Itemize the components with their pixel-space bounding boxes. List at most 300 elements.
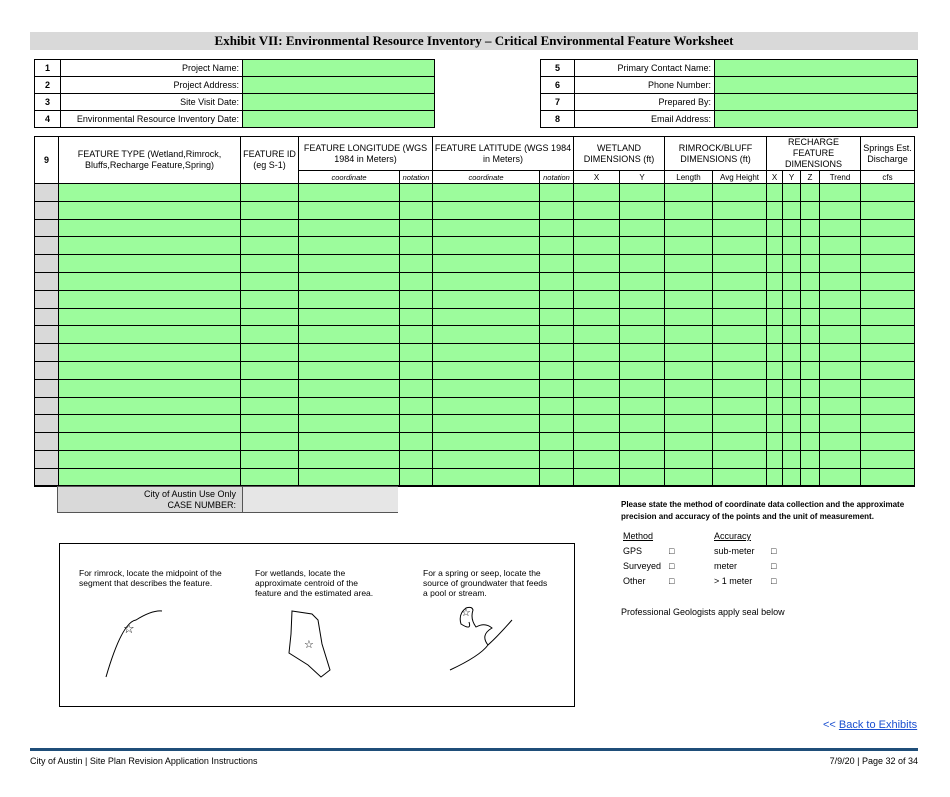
feature-entry-cell[interactable] — [241, 468, 299, 486]
feature-entry-cell[interactable] — [861, 201, 915, 219]
feature-entry-cell[interactable] — [820, 272, 861, 290]
feature-entry-cell[interactable] — [299, 433, 400, 451]
feature-entry-cell[interactable] — [620, 397, 665, 415]
feature-entry-cell[interactable] — [665, 290, 713, 308]
feature-entry-cell[interactable] — [540, 272, 574, 290]
feature-entry-cell[interactable] — [241, 237, 299, 255]
feature-entry-cell[interactable] — [540, 379, 574, 397]
feature-entry-cell[interactable] — [241, 219, 299, 237]
feature-entry-cell[interactable] — [767, 184, 783, 202]
feature-entry-cell[interactable] — [665, 255, 713, 273]
feature-entry-cell[interactable] — [801, 184, 820, 202]
feature-entry-cell[interactable] — [620, 272, 665, 290]
feature-entry-cell[interactable] — [767, 468, 783, 486]
feature-entry-cell[interactable] — [783, 201, 801, 219]
feature-entry-cell[interactable] — [400, 219, 433, 237]
footer-rule — [30, 748, 918, 751]
feature-entry-cell[interactable] — [820, 219, 861, 237]
feature-entry-cell[interactable] — [400, 397, 433, 415]
feature-entry-cell[interactable] — [861, 468, 915, 486]
feature-entry-cell[interactable] — [540, 290, 574, 308]
feature-entry-cell[interactable] — [299, 379, 400, 397]
feature-entry-cell[interactable] — [433, 468, 540, 486]
feature-entry-cell[interactable] — [299, 201, 400, 219]
feature-entry-cell[interactable] — [820, 397, 861, 415]
feature-entry-cell[interactable] — [59, 272, 241, 290]
feature-entry-cell[interactable] — [783, 433, 801, 451]
feature-entry-cell[interactable] — [801, 237, 820, 255]
feature-entry-cell[interactable] — [299, 255, 400, 273]
feature-entry-cell[interactable] — [861, 308, 915, 326]
feature-entry-cell[interactable] — [540, 201, 574, 219]
feature-entry-cell[interactable] — [767, 433, 783, 451]
site-visit-date-field[interactable] — [243, 94, 435, 111]
feature-entry-cell[interactable] — [540, 433, 574, 451]
feature-entry-cell[interactable] — [433, 237, 540, 255]
feature-entry-cell[interactable] — [59, 184, 241, 202]
feature-entry-cell[interactable] — [574, 184, 620, 202]
feature-entry-cell[interactable] — [665, 468, 713, 486]
feature-entry-cell[interactable] — [241, 397, 299, 415]
feature-entry-cell[interactable] — [299, 219, 400, 237]
feature-entry-cell[interactable] — [665, 415, 713, 433]
feature-entry-cell[interactable] — [665, 433, 713, 451]
feature-entry-cell[interactable] — [433, 326, 540, 344]
feature-entry-cell[interactable] — [540, 344, 574, 362]
row-number-cell — [35, 308, 59, 326]
feature-entry-cell[interactable] — [713, 219, 767, 237]
feature-entry-cell[interactable] — [400, 433, 433, 451]
feature-entry-cell[interactable] — [767, 255, 783, 273]
feature-entry-cell[interactable] — [400, 344, 433, 362]
feature-entry-cell[interactable] — [241, 361, 299, 379]
feature-entry-cell[interactable] — [783, 290, 801, 308]
feature-entry-cell[interactable] — [540, 255, 574, 273]
feature-row — [35, 468, 915, 486]
feature-entry-cell[interactable] — [620, 450, 665, 468]
feature-entry-cell[interactable] — [783, 326, 801, 344]
feature-entry-cell[interactable] — [801, 255, 820, 273]
feature-entry-cell[interactable] — [801, 433, 820, 451]
method-other-checkbox[interactable]: □ — [669, 576, 675, 586]
feature-entry-cell[interactable] — [783, 308, 801, 326]
feature-entry-cell[interactable] — [433, 450, 540, 468]
feature-entry-cell[interactable] — [820, 361, 861, 379]
feature-entry-cell[interactable] — [620, 201, 665, 219]
feature-entry-cell[interactable] — [540, 308, 574, 326]
project-name-field[interactable] — [243, 60, 435, 77]
spring-caption: For a spring or seep, locate the source of groundwater that feeds a pool or stream. — [423, 568, 548, 598]
feature-entry-cell[interactable] — [620, 237, 665, 255]
feature-entry-cell[interactable] — [433, 433, 540, 451]
feature-entry-cell[interactable] — [59, 201, 241, 219]
feature-entry-cell[interactable] — [540, 415, 574, 433]
feature-entry-cell[interactable] — [241, 326, 299, 344]
feature-entry-cell[interactable] — [861, 397, 915, 415]
feature-entry-cell[interactable] — [713, 290, 767, 308]
feature-entry-cell[interactable] — [299, 290, 400, 308]
feature-entry-cell[interactable] — [433, 184, 540, 202]
feature-entry-cell[interactable] — [861, 272, 915, 290]
feature-entry-cell[interactable] — [574, 219, 620, 237]
feature-entry-cell[interactable] — [574, 255, 620, 273]
feature-entry-cell[interactable] — [801, 308, 820, 326]
feature-entry-cell[interactable] — [665, 272, 713, 290]
feature-entry-cell[interactable] — [574, 433, 620, 451]
feature-entry-cell[interactable] — [59, 219, 241, 237]
feature-entry-cell[interactable] — [861, 290, 915, 308]
feature-entry-cell[interactable] — [861, 450, 915, 468]
feature-entry-cell[interactable] — [241, 450, 299, 468]
feature-entry-cell[interactable] — [783, 237, 801, 255]
feature-entry-cell[interactable] — [299, 397, 400, 415]
feature-entry-cell[interactable] — [783, 397, 801, 415]
feature-entry-cell[interactable] — [801, 379, 820, 397]
feature-entry-cell[interactable] — [665, 201, 713, 219]
feature-entry-cell[interactable] — [540, 326, 574, 344]
feature-entry-cell[interactable] — [861, 344, 915, 362]
feature-entry-cell[interactable] — [801, 344, 820, 362]
feature-entry-cell[interactable] — [801, 201, 820, 219]
accuracy-submeter-checkbox[interactable]: □ — [771, 546, 777, 556]
spring-sketch — [450, 606, 512, 670]
feature-entry-cell[interactable] — [400, 361, 433, 379]
feature-entry-cell[interactable] — [299, 415, 400, 433]
project-address-field[interactable] — [243, 77, 435, 94]
feature-entry-cell[interactable] — [861, 379, 915, 397]
feature-entry-cell[interactable] — [574, 450, 620, 468]
feature-entry-cell[interactable] — [59, 397, 241, 415]
feature-entry-cell[interactable] — [433, 344, 540, 362]
info-label: Project Address: — [61, 77, 243, 94]
feature-entry-cell[interactable] — [783, 255, 801, 273]
feature-entry-cell[interactable] — [767, 397, 783, 415]
phone-number-field[interactable] — [715, 77, 918, 94]
feature-entry-cell[interactable] — [861, 184, 915, 202]
feature-entry-cell[interactable] — [620, 415, 665, 433]
feature-entry-cell[interactable] — [299, 237, 400, 255]
feature-entry-cell[interactable] — [241, 308, 299, 326]
recharge-x-subheader: X — [767, 171, 783, 184]
feature-entry-cell[interactable] — [801, 397, 820, 415]
info-row-5 — [541, 60, 918, 77]
feature-entry-cell[interactable] — [574, 201, 620, 219]
feature-entry-cell[interactable] — [665, 361, 713, 379]
feature-entry-cell[interactable] — [299, 326, 400, 344]
case-number-field[interactable] — [242, 487, 398, 512]
feature-entry-cell[interactable] — [400, 415, 433, 433]
feature-entry-cell[interactable] — [767, 361, 783, 379]
feature-entry-cell[interactable] — [59, 379, 241, 397]
feature-entry-cell[interactable] — [820, 201, 861, 219]
feature-entry-cell[interactable] — [540, 184, 574, 202]
feature-entry-cell[interactable] — [59, 450, 241, 468]
row-number-cell — [35, 219, 59, 237]
feature-entry-cell[interactable] — [767, 308, 783, 326]
feature-entry-cell[interactable] — [767, 201, 783, 219]
case-number-label: CASE NUMBER: — [167, 500, 236, 510]
feature-entry-cell[interactable] — [820, 255, 861, 273]
feature-entry-cell[interactable] — [241, 344, 299, 362]
feature-entry-cell[interactable] — [400, 237, 433, 255]
feature-entry-cell[interactable] — [433, 397, 540, 415]
feature-entry-cell[interactable] — [400, 255, 433, 273]
feature-entry-cell[interactable] — [620, 326, 665, 344]
feature-entry-cell[interactable] — [299, 468, 400, 486]
feature-entry-cell[interactable] — [713, 255, 767, 273]
prepared-by-field[interactable] — [715, 94, 918, 111]
feature-entry-cell[interactable] — [574, 361, 620, 379]
feature-entry-cell[interactable] — [713, 326, 767, 344]
feature-entry-cell[interactable] — [783, 361, 801, 379]
row-number-cell — [35, 344, 59, 362]
feature-entry-cell[interactable] — [767, 450, 783, 468]
feature-entry-cell[interactable] — [713, 272, 767, 290]
primary-contact-field[interactable] — [715, 60, 918, 77]
email-address-field[interactable] — [715, 111, 918, 128]
feature-entry-cell[interactable] — [861, 361, 915, 379]
feature-entry-cell[interactable] — [767, 326, 783, 344]
feature-entry-cell[interactable] — [433, 308, 540, 326]
feature-entry-cell[interactable] — [241, 184, 299, 202]
feature-entry-cell[interactable] — [713, 201, 767, 219]
feature-entry-cell[interactable] — [767, 290, 783, 308]
feature-entry-cell[interactable] — [861, 237, 915, 255]
feature-entry-cell[interactable] — [620, 184, 665, 202]
feature-entry-cell[interactable] — [620, 468, 665, 486]
feature-entry-cell[interactable] — [620, 379, 665, 397]
feature-entry-cell[interactable] — [433, 361, 540, 379]
feature-entry-cell[interactable] — [241, 433, 299, 451]
feature-entry-cell[interactable] — [665, 344, 713, 362]
feature-entry-cell[interactable] — [713, 361, 767, 379]
accuracy-meter-checkbox[interactable]: □ — [771, 561, 777, 571]
feature-entry-cell[interactable] — [540, 397, 574, 415]
footer-right: 7/9/20 | Page 32 of 34 — [829, 756, 918, 766]
feature-row — [35, 308, 915, 326]
feature-entry-cell[interactable] — [299, 344, 400, 362]
feature-row — [35, 290, 915, 308]
feature-entry-cell[interactable] — [820, 326, 861, 344]
feature-entry-cell[interactable] — [400, 201, 433, 219]
feature-entry-cell[interactable] — [620, 344, 665, 362]
feature-entry-cell[interactable] — [665, 184, 713, 202]
feature-entry-cell[interactable] — [820, 450, 861, 468]
feature-entry-cell[interactable] — [820, 415, 861, 433]
feature-entry-cell[interactable] — [400, 290, 433, 308]
feature-entry-cell[interactable] — [620, 433, 665, 451]
feature-entry-cell[interactable] — [801, 450, 820, 468]
feature-entry-cell[interactable] — [620, 255, 665, 273]
feature-entry-cell[interactable] — [820, 184, 861, 202]
feature-entry-cell[interactable] — [59, 415, 241, 433]
row-number-cell — [35, 450, 59, 468]
method-gps-checkbox[interactable]: □ — [669, 546, 675, 556]
feature-entry-cell[interactable] — [241, 272, 299, 290]
feature-entry-cell[interactable] — [767, 379, 783, 397]
feature-entry-cell[interactable] — [400, 379, 433, 397]
recharge-trend-subheader: Trend — [820, 171, 861, 184]
feature-entry-cell[interactable] — [801, 219, 820, 237]
feature-entry-cell[interactable] — [540, 219, 574, 237]
feature-entry-cell[interactable] — [299, 308, 400, 326]
feature-entry-cell[interactable] — [620, 361, 665, 379]
feature-entry-cell[interactable] — [574, 344, 620, 362]
feature-entry-cell[interactable] — [820, 290, 861, 308]
feature-entry-cell[interactable] — [433, 201, 540, 219]
feature-entry-cell[interactable] — [59, 433, 241, 451]
feature-entry-cell[interactable] — [801, 326, 820, 344]
feature-entry-cell[interactable] — [574, 290, 620, 308]
feature-entry-cell[interactable] — [299, 184, 400, 202]
feature-entry-cell[interactable] — [783, 272, 801, 290]
feature-entry-cell[interactable] — [299, 361, 400, 379]
feature-entry-cell[interactable] — [433, 272, 540, 290]
feature-entry-cell[interactable] — [801, 290, 820, 308]
feature-entry-cell[interactable] — [574, 415, 620, 433]
feature-entry-cell[interactable] — [783, 219, 801, 237]
feature-entry-cell[interactable] — [767, 415, 783, 433]
wetland-caption: For wetlands, locate the approximate centroid of the feature and the estimated area. — [255, 568, 374, 598]
feature-entry-cell[interactable] — [433, 290, 540, 308]
feature-entry-cell[interactable] — [713, 415, 767, 433]
feature-entry-cell[interactable] — [400, 468, 433, 486]
feature-entry-cell[interactable] — [820, 237, 861, 255]
feature-entry-cell[interactable] — [820, 308, 861, 326]
feature-entry-cell[interactable] — [820, 468, 861, 486]
feature-entry-cell[interactable] — [574, 397, 620, 415]
back-link-text[interactable]: Back to Exhibits — [838, 719, 918, 731]
inventory-date-field[interactable] — [243, 111, 435, 128]
feature-entry-cell[interactable] — [574, 237, 620, 255]
feature-entry-cell[interactable] — [400, 272, 433, 290]
feature-entry-cell[interactable] — [59, 361, 241, 379]
feature-entry-cell[interactable] — [861, 433, 915, 451]
feature-entry-cell[interactable] — [801, 415, 820, 433]
feature-entry-cell[interactable] — [820, 433, 861, 451]
feature-entry-cell[interactable] — [540, 361, 574, 379]
back-to-exhibits-link[interactable] — [823, 719, 917, 731]
method-surveyed-checkbox[interactable]: □ — [669, 561, 675, 571]
feature-entry-cell[interactable] — [574, 326, 620, 344]
feature-entry-cell[interactable] — [665, 450, 713, 468]
feature-entry-cell[interactable] — [767, 272, 783, 290]
feature-entry-cell[interactable] — [820, 379, 861, 397]
feature-entry-cell[interactable] — [713, 308, 767, 326]
feature-entry-cell[interactable] — [59, 344, 241, 362]
feature-entry-cell[interactable] — [59, 255, 241, 273]
feature-entry-cell[interactable] — [801, 361, 820, 379]
feature-entry-cell[interactable] — [620, 290, 665, 308]
feature-entry-cell[interactable] — [713, 379, 767, 397]
svg-text:☆: ☆ — [123, 622, 135, 637]
method-header: Method — [623, 531, 654, 541]
feature-entry-cell[interactable] — [801, 468, 820, 486]
feature-entry-cell[interactable] — [620, 219, 665, 237]
feature-entry-cell[interactable] — [783, 379, 801, 397]
feature-entry-cell[interactable] — [665, 308, 713, 326]
accuracy-over-meter-checkbox[interactable]: □ — [771, 576, 777, 586]
feature-entry-cell[interactable] — [400, 184, 433, 202]
row-number-cell — [35, 255, 59, 273]
feature-entry-cell[interactable] — [400, 450, 433, 468]
feature-entry-cell[interactable] — [801, 272, 820, 290]
feature-entry-cell[interactable] — [713, 468, 767, 486]
feature-entry-cell[interactable] — [783, 468, 801, 486]
feature-entry-cell[interactable] — [713, 237, 767, 255]
feature-entry-cell[interactable] — [540, 468, 574, 486]
row-number-cell — [35, 290, 59, 308]
feature-entry-cell[interactable] — [861, 326, 915, 344]
feature-entry-cell[interactable] — [241, 379, 299, 397]
feature-entry-cell[interactable] — [241, 415, 299, 433]
info-label: Primary Contact Name: — [575, 60, 715, 77]
feature-entry-cell[interactable] — [574, 308, 620, 326]
feature-entry-cell[interactable] — [59, 326, 241, 344]
feature-entry-cell[interactable] — [767, 344, 783, 362]
feature-entry-cell[interactable] — [574, 272, 620, 290]
feature-entry-cell[interactable] — [783, 450, 801, 468]
feature-entry-cell[interactable] — [433, 255, 540, 273]
feature-entry-cell[interactable] — [713, 184, 767, 202]
feature-entry-cell[interactable] — [713, 397, 767, 415]
feature-entry-cell[interactable] — [767, 237, 783, 255]
feature-entry-cell[interactable] — [665, 237, 713, 255]
feature-entry-cell[interactable] — [540, 450, 574, 468]
feature-entry-cell[interactable] — [713, 344, 767, 362]
feature-entry-cell[interactable] — [241, 201, 299, 219]
feature-entry-cell[interactable] — [400, 326, 433, 344]
feature-entry-cell[interactable] — [59, 308, 241, 326]
feature-entry-cell[interactable] — [59, 468, 241, 486]
feature-entry-cell[interactable] — [574, 468, 620, 486]
feature-entry-cell[interactable] — [400, 308, 433, 326]
feature-entry-cell[interactable] — [861, 255, 915, 273]
feature-entry-cell[interactable] — [861, 219, 915, 237]
feature-entry-cell[interactable] — [59, 290, 241, 308]
feature-entry-cell[interactable] — [433, 415, 540, 433]
feature-entry-cell[interactable] — [665, 219, 713, 237]
feature-entry-cell[interactable] — [540, 237, 574, 255]
row-number-cell — [35, 361, 59, 379]
feature-entry-cell[interactable] — [861, 415, 915, 433]
feature-entry-cell[interactable] — [665, 397, 713, 415]
feature-entry-cell[interactable] — [574, 379, 620, 397]
feature-entry-cell[interactable] — [433, 219, 540, 237]
info-label: Prepared By: — [575, 94, 715, 111]
feature-entry-cell[interactable] — [433, 379, 540, 397]
feature-entry-cell[interactable] — [783, 344, 801, 362]
feature-entry-cell[interactable] — [59, 237, 241, 255]
feature-entry-cell[interactable] — [783, 184, 801, 202]
feature-entry-cell[interactable] — [299, 450, 400, 468]
feature-entry-cell[interactable] — [665, 326, 713, 344]
feature-entry-cell[interactable] — [783, 415, 801, 433]
feature-entry-cell[interactable] — [713, 433, 767, 451]
feature-entry-cell[interactable] — [820, 344, 861, 362]
feature-entry-cell[interactable] — [665, 379, 713, 397]
feature-entry-cell[interactable] — [241, 255, 299, 273]
feature-entry-cell[interactable] — [241, 290, 299, 308]
project-info-right — [540, 59, 918, 128]
feature-row — [35, 433, 915, 451]
feature-entry-cell[interactable] — [299, 272, 400, 290]
diagram-sketches — [60, 544, 576, 708]
feature-entry-cell[interactable] — [620, 308, 665, 326]
feature-entry-cell[interactable] — [767, 219, 783, 237]
longitude-header: FEATURE LONGITUDE (WGS 1984 in Meters) — [299, 137, 433, 171]
feature-entry-cell[interactable] — [713, 450, 767, 468]
